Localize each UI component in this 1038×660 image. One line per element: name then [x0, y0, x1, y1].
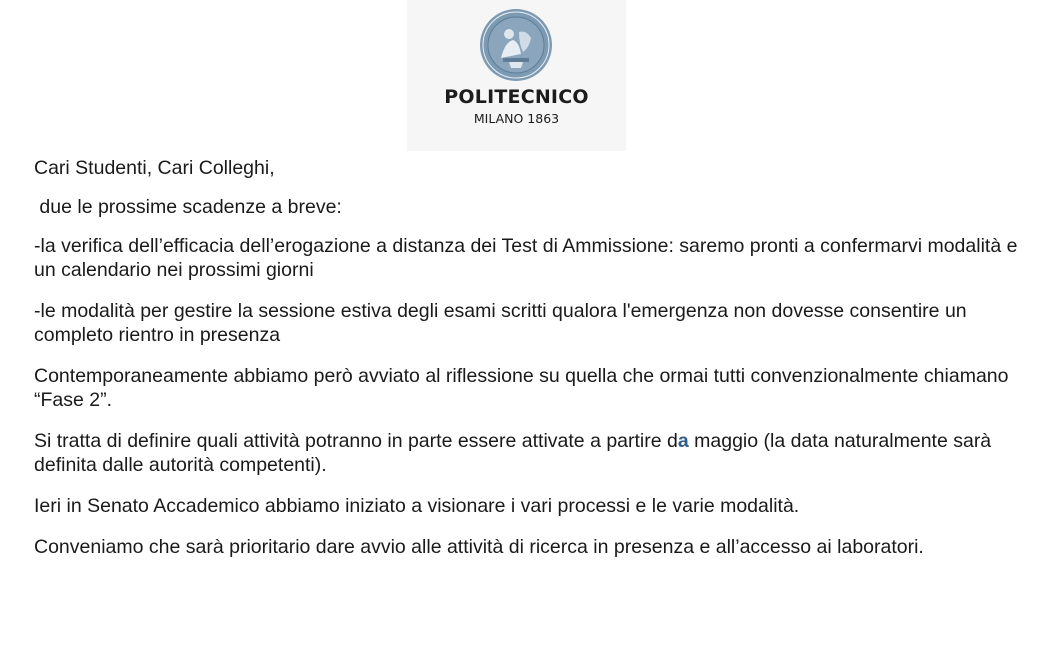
- greeting: Cari Studenti, Cari Colleghi,: [34, 157, 275, 179]
- item-admission-tests: -la verifica dell’efficacia dell’erogazione a distanza dei Test di Ammissione: saremo pronti a confermarvi modalità e un calendario nei prossimi giorni: [34, 235, 1018, 281]
- logo-name: POLITECNICO: [444, 86, 589, 108]
- paragraph-activities: [34, 429, 1024, 477]
- paragraph-senate: Ieri in Senato Accademico abbiamo iniziato a visionare i vari processi e le varie modalità.: [34, 495, 800, 517]
- letter-body: [34, 156, 1024, 576]
- highlighted-letter: a: [677, 430, 689, 452]
- intro-paragraph: due le prossime scadenze a breve:: [34, 196, 342, 218]
- paragraph-phase-2: Contemporaneamente abbiamo però avviato al riflessione su quella che ormai tutti convenzionalmente chiamano “Fase 2”.: [34, 365, 1009, 411]
- paragraph-activities-text-end: maggio (la data naturalmente sarà definita dalle autorità competenti).: [34, 430, 992, 476]
- logo-subtitle: MILANO 1863: [473, 111, 560, 126]
- paragraph-research-priority: Conveniamo che sarà prioritario dare avvio alle attività di ricerca in presenza e all’accesso ai laboratori.: [34, 536, 924, 558]
- item-summer-exams: -le modalità per gestire la sessione estiva degli esami scritti qualora l'emergenza non dovesse consentire un completo rientro in presenza: [34, 300, 967, 346]
- university-logo: [407, 0, 626, 151]
- university-seal-icon: [479, 8, 553, 82]
- paragraph-activities-text: Si tratta di definire quali attività potranno in parte essere attivate a partire d: [34, 430, 678, 452]
